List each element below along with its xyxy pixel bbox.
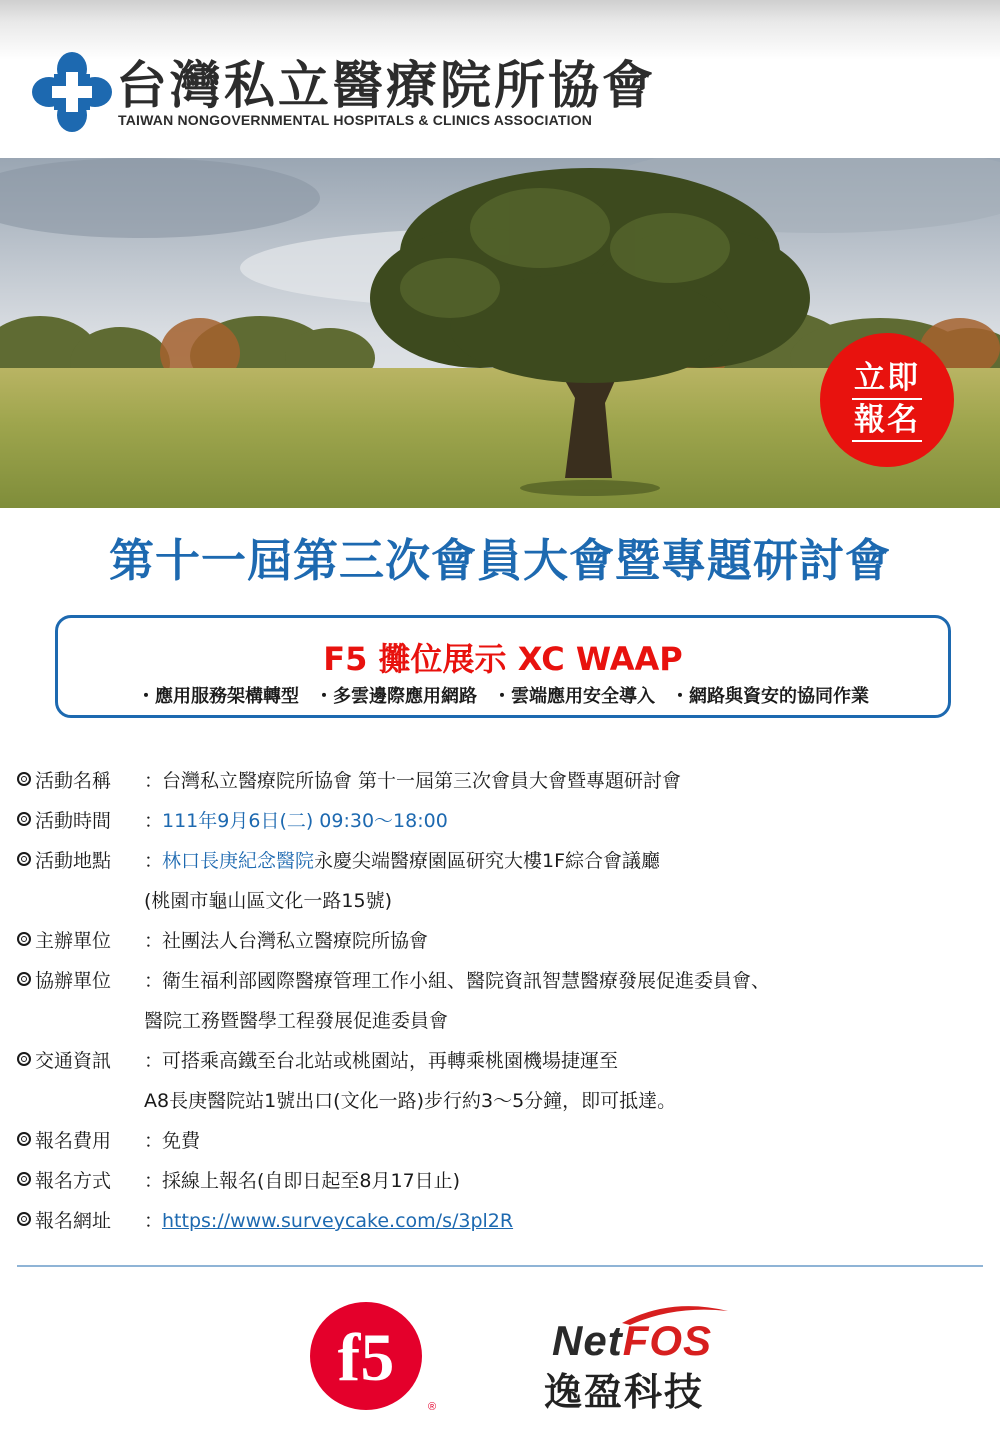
register-badge-line1: 立即 [852, 358, 922, 400]
booth-panel [55, 615, 951, 718]
info-label: 報名網址 [35, 1210, 112, 1232]
info-row-time [17, 805, 987, 845]
double-circle-icon [17, 812, 31, 826]
info-separator: ： [144, 930, 164, 952]
registration-link[interactable]: https://www.surveycake.com/s/3pl2R [162, 1210, 514, 1232]
booth-title: F5 攤位展示 XC WAAP [323, 640, 683, 678]
info-row-transport-cont [17, 1085, 987, 1125]
info-label: 報名費用 [35, 1130, 112, 1152]
info-row-url [17, 1205, 987, 1245]
info-row-fee [17, 1125, 987, 1165]
f5-logo-text: f5 [337, 1319, 395, 1395]
info-separator: ： [144, 850, 164, 872]
info-label: 交通資訊 [35, 1050, 112, 1072]
info-separator: ： [144, 970, 164, 992]
register-now-button[interactable] [820, 333, 954, 467]
info-separator: ： [144, 1170, 164, 1192]
double-circle-icon [17, 772, 31, 786]
info-value: 永慶尖端醫療園區研究大樓1F綜合會議廳 [314, 850, 661, 872]
info-label: 報名方式 [35, 1170, 112, 1192]
org-name: 台灣私立醫療院所協會 [116, 56, 657, 116]
info-value: 台灣私立醫療院所協會 第十一屆第三次會員大會暨專題研討會 [162, 770, 682, 792]
info-row-venue-address [17, 885, 987, 925]
association-logo-icon [30, 50, 114, 134]
info-separator: ： [144, 810, 164, 832]
booth-topic: ・應用服務架構轉型 [137, 686, 299, 707]
info-row-organizer [17, 925, 987, 965]
info-row-name [17, 765, 987, 805]
info-separator: ： [144, 1130, 164, 1152]
info-row-transport [17, 1045, 987, 1085]
info-value: 111年9月6日(二) 09:30～18:00 [162, 810, 448, 832]
info-row-co-organizer [17, 965, 987, 1005]
registered-mark: ® [428, 1401, 437, 1412]
double-circle-icon [17, 852, 31, 866]
booth-topic: ・多雲邊際應用網路 [315, 686, 477, 707]
info-label: 協辦單位 [35, 970, 112, 992]
f5-logo [308, 1300, 438, 1412]
venue-address: (桃園市龜山區文化一路15號) [144, 890, 393, 912]
divider [17, 1265, 983, 1267]
info-label: 主辦單位 [35, 930, 112, 952]
venue-highlight: 林口長庚紀念醫院 [162, 850, 315, 872]
info-value: 採線上報名(自即日起至8月17日止) [162, 1170, 461, 1192]
register-badge-line2: 報名 [852, 400, 922, 442]
info-value: A8長庚醫院站1號出口(文化一路)步行約3～5分鐘，即可抵達。 [144, 1090, 677, 1112]
info-value: 衛生福利部國際醫療管理工作小組、醫院資訊智慧醫療發展促進委員會、 [162, 970, 771, 992]
netfos-wordmark [552, 1317, 712, 1365]
info-value: 可搭乘高鐵至台北站或桃園站，再轉乘桃園機場捷運至 [162, 1050, 619, 1072]
booth-topic: ・網路與資安的協同作業 [671, 686, 869, 707]
booth-topic: ・雲端應用安全導入 [493, 686, 655, 707]
netfos-chinese-name: 逸盈科技 [544, 1370, 705, 1414]
double-circle-icon [17, 1212, 31, 1226]
double-circle-icon [17, 1132, 31, 1146]
booth-topics [58, 682, 948, 708]
info-row-co-organizer-cont [17, 1005, 987, 1045]
org-name-english: TAIWAN NONGOVERNMENTAL HOSPITALS & CLINICS ASSOCIATION [118, 112, 593, 128]
info-separator: ： [144, 1050, 164, 1072]
info-separator: ： [144, 1210, 164, 1232]
info-row-venue [17, 845, 987, 885]
double-circle-icon [17, 1052, 31, 1066]
info-label: 活動名稱 [35, 770, 112, 792]
info-label: 活動時間 [35, 810, 112, 832]
netfos-word-net: Net [552, 1317, 623, 1364]
info-value: 醫院工務暨醫學工程發展促進委員會 [144, 1010, 449, 1032]
header [0, 0, 1000, 158]
double-circle-icon [17, 932, 31, 946]
event-title: 第十一屆第三次會員大會暨專題研討會 [108, 534, 891, 587]
double-circle-icon [17, 972, 31, 986]
info-value: 免費 [162, 1130, 201, 1152]
double-circle-icon [17, 1172, 31, 1186]
info-value: 社團法人台灣私立醫療院所協會 [162, 930, 429, 952]
netfos-logo [540, 1303, 730, 1413]
netfos-word-fos: FOS [622, 1317, 713, 1364]
info-separator: ： [144, 770, 164, 792]
info-label: 活動地點 [35, 850, 112, 872]
info-row-method [17, 1165, 987, 1205]
event-info-list [17, 765, 987, 1245]
